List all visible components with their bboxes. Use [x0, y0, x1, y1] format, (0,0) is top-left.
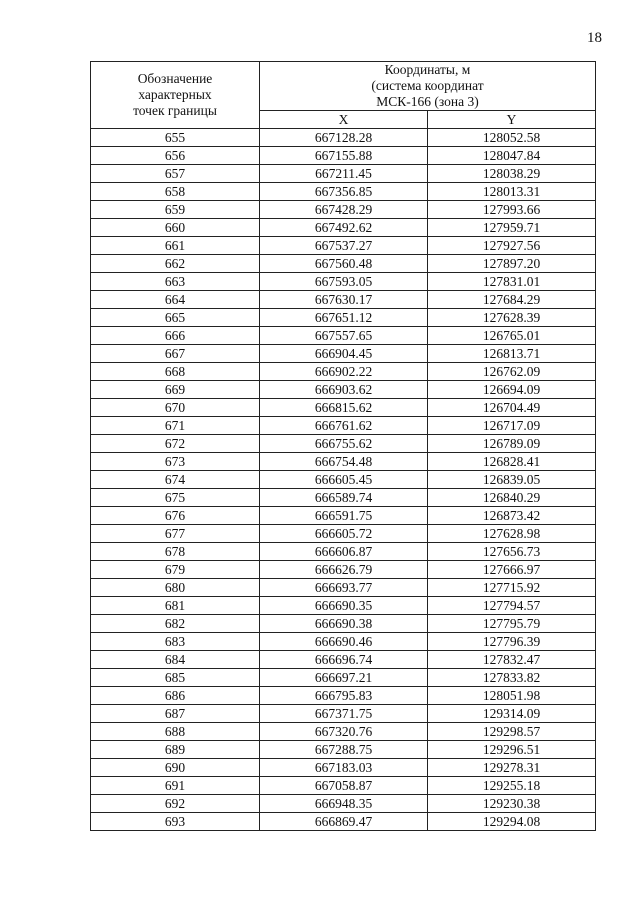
y-coordinate-cell: 129278.31 [428, 759, 596, 777]
point-id-cell: 690 [91, 759, 260, 777]
table-row [91, 309, 596, 327]
point-id-cell: 671 [91, 417, 260, 435]
point-id-cell: 667 [91, 345, 260, 363]
table-row [91, 219, 596, 237]
y-coordinate-cell: 129296.51 [428, 741, 596, 759]
table-row [91, 165, 596, 183]
y-coordinate-cell: 126813.71 [428, 345, 596, 363]
point-id-cell: 686 [91, 687, 260, 705]
point-id-cell: 688 [91, 723, 260, 741]
table-row [91, 255, 596, 273]
x-coordinate-cell: 667288.75 [260, 741, 428, 759]
point-id-cell: 662 [91, 255, 260, 273]
point-id-cell: 683 [91, 633, 260, 651]
x-coordinate-cell: 666761.62 [260, 417, 428, 435]
point-id-cell: 689 [91, 741, 260, 759]
y-coordinate-cell: 127628.39 [428, 309, 596, 327]
y-coordinate-cell: 127832.47 [428, 651, 596, 669]
table-header-row [91, 62, 596, 111]
y-coordinate-cell: 126762.09 [428, 363, 596, 381]
table-row [91, 651, 596, 669]
table-row [91, 759, 596, 777]
x-coordinate-cell: 667155.88 [260, 147, 428, 165]
x-coordinate-cell: 666605.45 [260, 471, 428, 489]
table-row [91, 525, 596, 543]
y-coordinate-cell: 126873.42 [428, 507, 596, 525]
point-id-cell: 669 [91, 381, 260, 399]
point-id-cell: 655 [91, 129, 260, 147]
table-row [91, 273, 596, 291]
table-row [91, 453, 596, 471]
y-coordinate-cell: 127831.01 [428, 273, 596, 291]
table-row [91, 399, 596, 417]
table-row [91, 291, 596, 309]
point-id-cell: 687 [91, 705, 260, 723]
table-row [91, 687, 596, 705]
table-row [91, 345, 596, 363]
table-row [91, 435, 596, 453]
point-id-cell: 666 [91, 327, 260, 345]
table-row [91, 507, 596, 525]
point-id-cell: 664 [91, 291, 260, 309]
y-coordinate-cell: 129294.08 [428, 813, 596, 831]
table-row [91, 615, 596, 633]
point-id-cell: 656 [91, 147, 260, 165]
x-coordinate-cell: 667428.29 [260, 201, 428, 219]
x-coordinate-cell: 666904.45 [260, 345, 428, 363]
point-id-cell: 661 [91, 237, 260, 255]
y-coordinate-cell: 128052.58 [428, 129, 596, 147]
table-row [91, 561, 596, 579]
x-coordinate-cell: 666815.62 [260, 399, 428, 417]
y-coordinate-cell: 127833.82 [428, 669, 596, 687]
x-coordinate-cell: 666697.21 [260, 669, 428, 687]
x-coordinate-cell: 666591.75 [260, 507, 428, 525]
table-row [91, 417, 596, 435]
y-coordinate-cell: 126840.29 [428, 489, 596, 507]
x-coordinate-cell: 666755.62 [260, 435, 428, 453]
y-coordinate-cell: 127927.56 [428, 237, 596, 255]
x-coordinate-cell: 666606.87 [260, 543, 428, 561]
y-coordinate-cell: 128013.31 [428, 183, 596, 201]
y-coordinate-cell: 127715.92 [428, 579, 596, 597]
y-coordinate-cell: 126789.09 [428, 435, 596, 453]
table-row [91, 237, 596, 255]
x-coordinate-cell: 667537.27 [260, 237, 428, 255]
x-coordinate-cell: 667630.17 [260, 291, 428, 309]
x-coordinate-cell: 666696.74 [260, 651, 428, 669]
point-id-cell: 692 [91, 795, 260, 813]
x-coordinate-cell: 666605.72 [260, 525, 428, 543]
x-coordinate-cell: 667557.65 [260, 327, 428, 345]
table-row [91, 147, 596, 165]
x-coordinate-cell: 667183.03 [260, 759, 428, 777]
table-row [91, 543, 596, 561]
point-id-cell: 658 [91, 183, 260, 201]
point-id-cell: 675 [91, 489, 260, 507]
table-row [91, 813, 596, 831]
point-id-cell: 691 [91, 777, 260, 795]
x-coordinate-cell: 666869.47 [260, 813, 428, 831]
x-coordinate-cell: 666693.77 [260, 579, 428, 597]
point-id-cell: 665 [91, 309, 260, 327]
table-row [91, 705, 596, 723]
table-row [91, 363, 596, 381]
point-id-cell: 682 [91, 615, 260, 633]
point-id-cell: 676 [91, 507, 260, 525]
table-row [91, 183, 596, 201]
y-coordinate-cell: 128047.84 [428, 147, 596, 165]
table-row [91, 795, 596, 813]
x-coordinate-cell: 667560.48 [260, 255, 428, 273]
table-row [91, 741, 596, 759]
y-coordinate-cell: 127993.66 [428, 201, 596, 219]
point-id-cell: 680 [91, 579, 260, 597]
x-coordinate-cell: 666754.48 [260, 453, 428, 471]
table-row [91, 327, 596, 345]
y-coordinate-cell: 126704.49 [428, 399, 596, 417]
y-coordinate-cell: 127897.20 [428, 255, 596, 273]
x-coordinate-cell: 667593.05 [260, 273, 428, 291]
x-coordinate-cell: 667211.45 [260, 165, 428, 183]
coordinates-table [90, 61, 596, 831]
header-point-label: Обозначение характерных точек границы [91, 62, 260, 129]
y-coordinate-cell: 127794.57 [428, 597, 596, 615]
x-coordinate-cell: 666690.46 [260, 633, 428, 651]
x-coordinate-cell: 666795.83 [260, 687, 428, 705]
x-coordinate-cell: 666903.62 [260, 381, 428, 399]
point-id-cell: 663 [91, 273, 260, 291]
x-coordinate-cell: 666589.74 [260, 489, 428, 507]
x-coordinate-cell: 667320.76 [260, 723, 428, 741]
x-coordinate-cell: 666902.22 [260, 363, 428, 381]
point-id-cell: 673 [91, 453, 260, 471]
y-coordinate-cell: 127666.97 [428, 561, 596, 579]
point-id-cell: 684 [91, 651, 260, 669]
header-x-label: X [260, 111, 428, 129]
x-coordinate-cell: 667356.85 [260, 183, 428, 201]
point-id-cell: 679 [91, 561, 260, 579]
y-coordinate-cell: 127656.73 [428, 543, 596, 561]
y-coordinate-cell: 126717.09 [428, 417, 596, 435]
table-body [91, 129, 596, 831]
y-coordinate-cell: 129298.57 [428, 723, 596, 741]
x-coordinate-cell: 667128.28 [260, 129, 428, 147]
x-coordinate-cell: 667371.75 [260, 705, 428, 723]
header-coordinates-label: Координаты, м (система координат МСК-166 (зона 3) [260, 62, 596, 111]
point-id-cell: 672 [91, 435, 260, 453]
y-coordinate-cell: 128038.29 [428, 165, 596, 183]
table-row [91, 777, 596, 795]
point-id-cell: 693 [91, 813, 260, 831]
y-coordinate-cell: 126694.09 [428, 381, 596, 399]
table-row [91, 579, 596, 597]
point-id-cell: 674 [91, 471, 260, 489]
table-row [91, 129, 596, 147]
y-coordinate-cell: 127796.39 [428, 633, 596, 651]
y-coordinate-cell: 127684.29 [428, 291, 596, 309]
y-coordinate-cell: 126765.01 [428, 327, 596, 345]
x-coordinate-cell: 667058.87 [260, 777, 428, 795]
y-coordinate-cell: 126839.05 [428, 471, 596, 489]
point-id-cell: 659 [91, 201, 260, 219]
table-row [91, 471, 596, 489]
x-coordinate-cell: 666690.35 [260, 597, 428, 615]
y-coordinate-cell: 129314.09 [428, 705, 596, 723]
x-coordinate-cell: 666626.79 [260, 561, 428, 579]
table-row [91, 723, 596, 741]
y-coordinate-cell: 127628.98 [428, 525, 596, 543]
table-row [91, 201, 596, 219]
header-y-label: Y [428, 111, 596, 129]
table-row [91, 489, 596, 507]
table-row [91, 597, 596, 615]
y-coordinate-cell: 128051.98 [428, 687, 596, 705]
point-id-cell: 678 [91, 543, 260, 561]
x-coordinate-cell: 667651.12 [260, 309, 428, 327]
x-coordinate-cell: 666690.38 [260, 615, 428, 633]
y-coordinate-cell: 129255.18 [428, 777, 596, 795]
y-coordinate-cell: 127795.79 [428, 615, 596, 633]
point-id-cell: 681 [91, 597, 260, 615]
table-row [91, 669, 596, 687]
table-row [91, 381, 596, 399]
x-coordinate-cell: 667492.62 [260, 219, 428, 237]
point-id-cell: 668 [91, 363, 260, 381]
page-number: 18 [587, 30, 602, 46]
y-coordinate-cell: 126828.41 [428, 453, 596, 471]
point-id-cell: 685 [91, 669, 260, 687]
point-id-cell: 677 [91, 525, 260, 543]
y-coordinate-cell: 129230.38 [428, 795, 596, 813]
x-coordinate-cell: 666948.35 [260, 795, 428, 813]
table-row [91, 633, 596, 651]
point-id-cell: 670 [91, 399, 260, 417]
y-coordinate-cell: 127959.71 [428, 219, 596, 237]
point-id-cell: 657 [91, 165, 260, 183]
point-id-cell: 660 [91, 219, 260, 237]
